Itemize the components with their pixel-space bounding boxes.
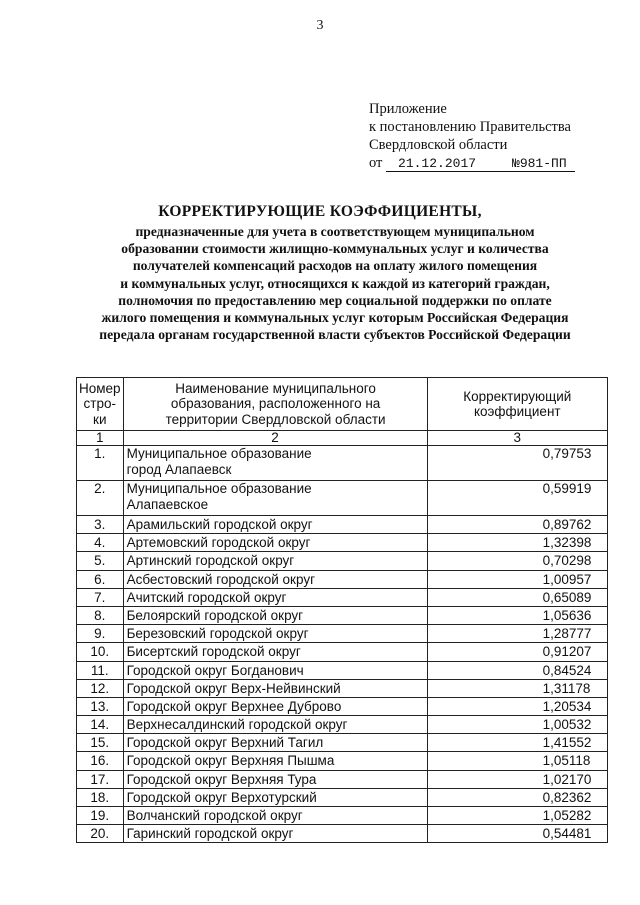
appendix-block: [369, 100, 575, 172]
coefficient-value: 1,05636: [427, 606, 607, 624]
table-row: [77, 588, 608, 606]
municipality-name: Белоярский городской округ: [123, 606, 427, 624]
subtitle-line: получателей компенсаций расходов на оплату жилого помещения: [132, 258, 538, 274]
coefficient-value: 1,32398: [427, 534, 607, 552]
table-row: [77, 661, 608, 679]
municipality-name: Городской округ Верхний Тагил: [123, 734, 427, 752]
coefficient-value: 1,05118: [427, 752, 607, 770]
resolution-number: №981-ПП: [512, 156, 575, 172]
municipality-name: Артинский городской округ: [123, 552, 427, 570]
appendix-line: Приложение: [369, 101, 447, 117]
resolution-date: 21.12.2017: [386, 156, 512, 172]
subtitle-line: предназначенные для учета в соответствующем муниципальном: [135, 224, 535, 239]
municipality-name: Муниципальное образование Алапаевское: [123, 481, 427, 516]
page-number: 3: [316, 18, 324, 33]
document-title: КОРРЕКТИРУЮЩИЕ КОЭФФИЦИЕНТЫ,: [158, 203, 482, 220]
coefficient-value: 0,54481: [427, 825, 607, 843]
document-subtitle: [60, 223, 610, 343]
municipality-name: Бисертский городской округ: [123, 643, 427, 661]
municipality-name: Гаринский городской округ: [123, 825, 427, 843]
municipality-name: Городской округ Верхняя Тура: [123, 770, 427, 788]
header-row-number: Номер стро- ки: [77, 378, 124, 431]
row-number: 17.: [77, 770, 124, 788]
coefficient-value: 1,31178: [427, 679, 607, 697]
index-cell: 2: [123, 431, 427, 446]
table-row: [77, 606, 608, 624]
table-row: [77, 697, 608, 715]
row-number: 1.: [77, 446, 124, 481]
coefficient-value: 0,82362: [427, 788, 607, 806]
table-row: [77, 752, 608, 770]
appendix-line: Свердловской области: [369, 137, 508, 153]
appendix-line: к постановлению Правительства: [369, 119, 571, 135]
subtitle-line: полномочия по предоставлению мер социальной поддержки по оплате: [118, 292, 552, 308]
municipality-name: Ачитский городской округ: [123, 588, 427, 606]
table-row: [77, 516, 608, 534]
table-header-row: [77, 378, 608, 431]
index-cell: 1: [77, 431, 124, 446]
coefficient-value: 0,59919: [427, 481, 607, 516]
coefficients-table: [76, 377, 608, 843]
table-row: [77, 825, 608, 843]
table-row: [77, 679, 608, 697]
municipality-name: Арамильский городской округ: [123, 516, 427, 534]
municipality-name: Березовский городской округ: [123, 625, 427, 643]
row-number: 5.: [77, 552, 124, 570]
coefficient-value: 1,05282: [427, 807, 607, 825]
index-cell: 3: [427, 431, 607, 446]
municipality-name: Артемовский городской округ: [123, 534, 427, 552]
coefficient-value: 0,91207: [427, 643, 607, 661]
coefficient-value: 1,28777: [427, 625, 607, 643]
coefficient-value: 0,70298: [427, 552, 607, 570]
table-row: [77, 807, 608, 825]
municipality-name: Асбестовский городской округ: [123, 570, 427, 588]
table-row: [77, 534, 608, 552]
table-row: [77, 570, 608, 588]
table-row: [77, 625, 608, 643]
table-row: [77, 716, 608, 734]
row-number: 16.: [77, 752, 124, 770]
coefficient-value: 1,00532: [427, 716, 607, 734]
row-number: 18.: [77, 788, 124, 806]
row-number: 19.: [77, 807, 124, 825]
row-number: 12.: [77, 679, 124, 697]
table-row: [77, 770, 608, 788]
municipality-name: Городской округ Верхнее Дуброво: [123, 697, 427, 715]
municipality-name: Городской округ Верхняя Пышма: [123, 752, 427, 770]
row-number: 13.: [77, 697, 124, 715]
table-row: [77, 446, 608, 481]
row-number: 14.: [77, 716, 124, 734]
municipality-name: Городской округ Верх-Нейвинский: [123, 679, 427, 697]
row-number: 8.: [77, 606, 124, 624]
row-number: 2.: [77, 481, 124, 516]
coefficient-value: 1,02170: [427, 770, 607, 788]
table-row: [77, 788, 608, 806]
table-index-row: [77, 431, 608, 446]
row-number: 4.: [77, 534, 124, 552]
coefficient-value: 0,65089: [427, 588, 607, 606]
municipality-name: Волчанский городской округ: [123, 807, 427, 825]
subtitle-line: и коммунальных услуг, относящихся к каждой из категорий граждан,: [120, 275, 550, 291]
row-number: 9.: [77, 625, 124, 643]
table-row: [77, 481, 608, 516]
coefficient-value: 1,20534: [427, 697, 607, 715]
row-number: 20.: [77, 825, 124, 843]
municipality-name: Городской округ Верхотурский: [123, 788, 427, 806]
row-number: 3.: [77, 516, 124, 534]
municipality-name: Городской округ Богданович: [123, 661, 427, 679]
municipality-name: Муниципальное образование город Алапаевск: [123, 446, 427, 481]
table-row: [77, 734, 608, 752]
header-name: Наименование муниципального образования, расположенного на территории Свердловской области: [123, 378, 427, 431]
row-number: 7.: [77, 588, 124, 606]
header-coefficient: Корректирующий коэффициент: [427, 378, 607, 431]
table-row: [77, 552, 608, 570]
subtitle-line: жилого помещения и коммунальных услуг которым Российская Федерация: [101, 310, 569, 326]
subtitle-line: передала органам государственной власти субъектов Российской Федерации: [99, 327, 571, 343]
table-body: [77, 446, 608, 843]
row-number: 6.: [77, 570, 124, 588]
from-label: от: [369, 155, 383, 171]
row-number: 10.: [77, 643, 124, 661]
table-row: [77, 643, 608, 661]
coefficient-value: 0,89762: [427, 516, 607, 534]
coefficient-value: 1,00957: [427, 570, 607, 588]
coefficient-value: 0,84524: [427, 661, 607, 679]
coefficient-value: 1,41552: [427, 734, 607, 752]
subtitle-line: образовании стоимости жилищно-коммунальных услуг и количества: [121, 241, 549, 257]
row-number: 11.: [77, 661, 124, 679]
coefficient-value: 0,79753: [427, 446, 607, 481]
municipality-name: Верхнесалдинский городской округ: [123, 716, 427, 734]
row-number: 15.: [77, 734, 124, 752]
appendix-date-row: [369, 154, 575, 172]
